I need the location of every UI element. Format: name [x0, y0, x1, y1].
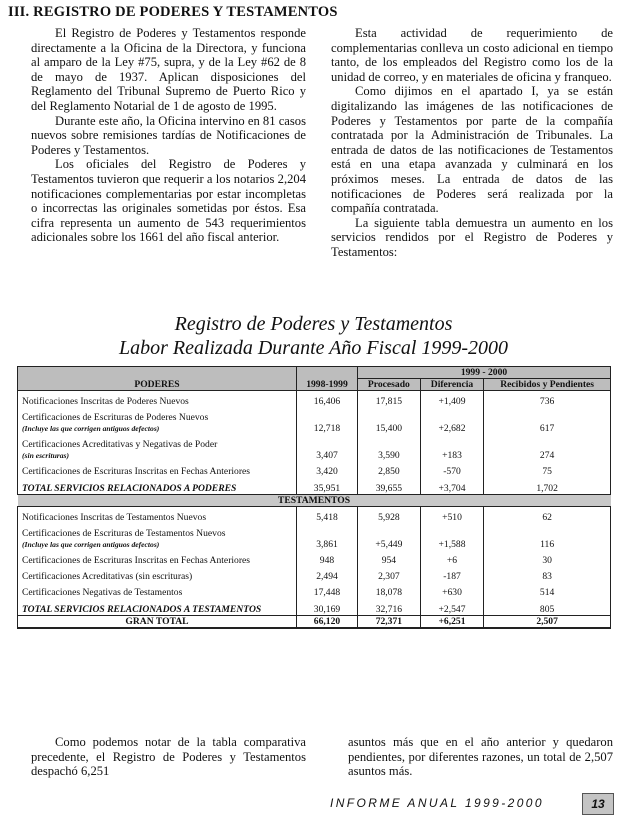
cell-prev: 5,418 [297, 507, 358, 524]
cell-proc: 39,655 [358, 477, 421, 495]
cell-dif: +2,682 [420, 407, 483, 434]
paragraph: Los oficiales del Registro de Poderes y Testamentos tuvieron que requerir a los notarios 2,204 notificaciones complementarias por estar incompletas o incorrectas las originales sometidas por éstos. Esa cifra representa un aumento de 543 requerimientos adicionales sobre los 1661 del año fiscal anterior. [31, 157, 306, 245]
total-testamentos-row [18, 598, 611, 616]
cell-rec: 83 [484, 566, 611, 582]
table-row [18, 566, 611, 582]
cell-proc: 2,850 [358, 461, 421, 477]
page-number: 13 [582, 793, 614, 815]
services-table [17, 366, 611, 629]
cell-prev: 35,951 [297, 477, 358, 495]
paragraph: Como podemos notar de la tabla comparativa precedente, el Registro de Poderes y Testamentos despachó 6,251 [31, 735, 306, 779]
cell-proc: 72,371 [358, 616, 421, 629]
cell-proc: 17,815 [358, 391, 421, 408]
row-label: GRAN TOTAL [18, 616, 297, 629]
total-poderes-row [18, 477, 611, 495]
table-row [18, 407, 611, 434]
cell-proc: 2,307 [358, 566, 421, 582]
cell-dif: +3,704 [420, 477, 483, 495]
cell-prev: 2,494 [297, 566, 358, 582]
table-title: Registro de Poderes y Testamentos [174, 313, 453, 335]
table-row [18, 507, 611, 524]
row-label-text: Certificaciones de Escrituras Inscritas en Fechas Anteriores [22, 555, 251, 566]
cell-rec: 30 [484, 550, 611, 566]
row-label: TOTAL SERVICIOS RELACIONADOS A PODERES [18, 477, 297, 495]
cell-rec: 736 [484, 391, 611, 408]
row-label-text: Certificaciones de Escrituras de Poderes Nuevos [22, 412, 209, 423]
cell-prev: 66,120 [297, 616, 358, 629]
row-label [18, 582, 297, 598]
row-label [18, 550, 297, 566]
row-label [18, 461, 297, 477]
table-row [18, 582, 611, 598]
cell-dif: +1,409 [420, 391, 483, 408]
row-label-text: Certificaciones Negativas de Testamentos [22, 587, 183, 598]
cell-proc: +5,449 [358, 523, 421, 550]
row-label [18, 391, 297, 408]
right-column [331, 26, 613, 260]
cell-proc: 18,078 [358, 582, 421, 598]
table-header-row [18, 367, 611, 379]
cell-dif: +1,588 [420, 523, 483, 550]
table-subtitle: Labor Realizada Durante Año Fiscal 1999-2000 [118, 337, 509, 359]
cell-proc: 15,400 [358, 407, 421, 434]
cell-proc: 3,590 [358, 434, 421, 461]
paragraph: Durante este año, la Oficina intervino en 81 casos nuevos sobre remisiones tardías de Notificaciones de Poderes y Testamentos. [31, 113, 306, 157]
paragraph: La siguiente tabla demuestra un aumento en los servicios rendidos por el Registro de Poderes y Testamentos: [331, 215, 613, 259]
row-label-text: Certificaciones de Escrituras Inscritas en Fechas Anteriores [22, 466, 251, 477]
left-column [31, 26, 306, 245]
table-row [18, 434, 611, 461]
paragraph: El Registro de Poderes y Testamentos responde directamente a la Oficina de la Directora, y funciona al amparo de la Ley #75, supra, y de la Ley #62 de 8 de mayo de 1937. Aplican disposiciones del Reglamento del Tribunal Supremo de Puerto Rico y del Reglamento Notarial de 1 de agosto de 1995. [31, 26, 306, 113]
table-row [18, 391, 611, 408]
paragraph: asuntos más que en el año anterior y quedaron pendientes, por diferentes razones, un total de 2,507 asuntos más. [348, 735, 613, 779]
paragraph: Como dijimos en el apartado I, ya se están digitalizando las imágenes de las notificaciones de Poderes y Testamentos por parte de la compañía contratada por la Administración de Tribunales. La entrada de datos de las notificaciones de Testamentos está en una etapa avanzada y culminará en los próximos meses. La entrada de datos de las notificaciones de Poderes será realizada por la compañía contratada. [331, 84, 613, 216]
cell-proc: 5,928 [358, 507, 421, 524]
cell-dif: +630 [420, 582, 483, 598]
grand-total-row [18, 616, 611, 629]
cell-prev: 16,406 [297, 391, 358, 408]
cell-prev: 3,861 [297, 523, 358, 550]
row-note: (sin escrituras) [22, 451, 70, 460]
section-row-testamentos [18, 495, 611, 507]
header-procesado: Procesado [358, 379, 421, 391]
row-label-text: Certificaciones Acreditativas y Negativas de Poder [22, 439, 218, 450]
table-row [18, 523, 611, 550]
header-prev-year: 1998-1999 [297, 367, 358, 391]
table-row [18, 550, 611, 566]
footer-title: INFORME ANUAL 1999-2000 [330, 796, 544, 810]
cell-dif: -187 [420, 566, 483, 582]
cell-dif: +2,547 [420, 598, 483, 616]
bottom-left-column [31, 735, 306, 779]
row-label-text: Notificaciones Inscritas de Testamentos Nuevos [22, 512, 207, 523]
cell-proc: 954 [358, 550, 421, 566]
cell-rec: 2,507 [484, 616, 611, 629]
cell-prev: 3,407 [297, 434, 358, 461]
cell-prev: 30,169 [297, 598, 358, 616]
row-label-text: Certificaciones de Escrituras de Testamentos Nuevos [22, 528, 226, 539]
cell-rec: 1,702 [484, 477, 611, 495]
cell-prev: 948 [297, 550, 358, 566]
cell-dif: +183 [420, 434, 483, 461]
cell-rec: 75 [484, 461, 611, 477]
row-label [18, 566, 297, 582]
section-label: TESTAMENTOS [18, 495, 611, 507]
row-label-text: Notificaciones Inscritas de Poderes Nuevos [22, 396, 189, 407]
cell-rec: 274 [484, 434, 611, 461]
cell-prev: 12,718 [297, 407, 358, 434]
cell-prev: 3,420 [297, 461, 358, 477]
paragraph: Esta actividad de requerimiento de complementarias conlleva un costo adicional en tiempo tanto, de los empleados del Registro como los de la unidad de correo, y en materiales de oficina y franqueo. [331, 26, 613, 84]
cell-prev: 17,448 [297, 582, 358, 598]
cell-rec: 514 [484, 582, 611, 598]
row-label: TOTAL SERVICIOS RELACIONADOS A TESTAMENTOS [18, 598, 297, 616]
header-diferencia: Diferencia [420, 379, 483, 391]
row-note: (Incluye las que corrigen antiguos defectos) [22, 540, 160, 549]
cell-dif: +6 [420, 550, 483, 566]
row-note: (Incluye las que corrigen antiguos defectos) [22, 424, 160, 433]
cell-dif: +510 [420, 507, 483, 524]
cell-rec: 805 [484, 598, 611, 616]
bottom-right-column [348, 735, 613, 779]
cell-rec: 62 [484, 507, 611, 524]
cell-rec: 116 [484, 523, 611, 550]
row-label [18, 507, 297, 524]
cell-rec: 617 [484, 407, 611, 434]
row-label [18, 523, 297, 550]
table-row [18, 461, 611, 477]
header-poderes: PODERES [18, 367, 297, 391]
cell-dif: +6,251 [420, 616, 483, 629]
header-recibidos: Recibidos y Pendientes [484, 379, 611, 391]
row-label-text: Certificaciones Acreditativas (sin escrituras) [22, 571, 193, 582]
header-current-year: 1999 - 2000 [358, 367, 611, 379]
row-label [18, 407, 297, 434]
section-heading: III. REGISTRO DE PODERES Y TESTAMENTOS [8, 4, 338, 20]
row-label [18, 434, 297, 461]
cell-proc: 32,716 [358, 598, 421, 616]
cell-dif: -570 [420, 461, 483, 477]
